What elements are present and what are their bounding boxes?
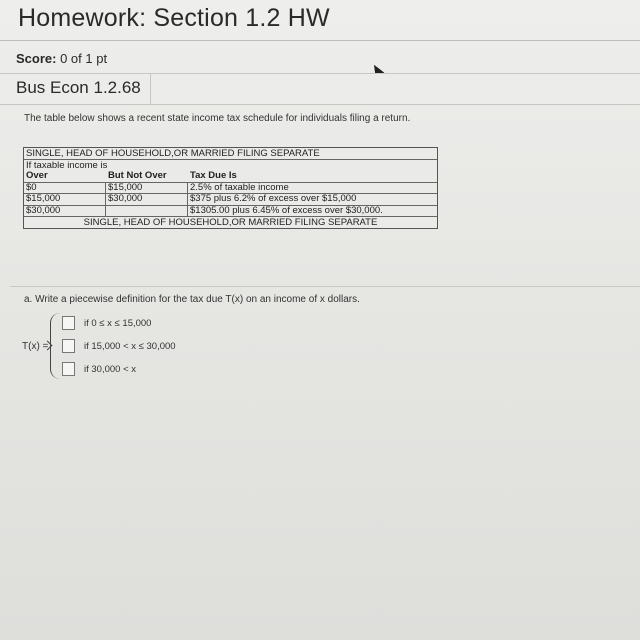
table-cell: $0	[24, 183, 106, 194]
table-bottom-footer: SINGLE, HEAD OF HOUSEHOLD,OR MARRIED FILING SEPARATE	[24, 216, 437, 228]
page-title: Homework: Section 1.2 HW	[18, 4, 330, 32]
piece-3-answer-input[interactable]	[62, 362, 75, 376]
title-divider	[0, 40, 640, 41]
column-header-over: Over	[26, 171, 48, 181]
column-header-tax-due: Tax Due Is	[190, 171, 237, 181]
table-cell: 2.5% of taxable income	[190, 182, 289, 193]
table-row	[24, 193, 437, 205]
table-cell: $15,000	[24, 194, 106, 205]
table-cell: $30,000	[106, 194, 188, 205]
piece-2-answer-input[interactable]	[62, 339, 75, 353]
table-subheader: If taxable income is	[24, 159, 437, 171]
table-top-header: SINGLE, HEAD OF HOUSEHOLD,OR MARRIED FILING SEPARATE	[26, 148, 320, 159]
table-row	[24, 182, 437, 194]
table-cell: $375 plus 6.2% of excess over $15,000	[190, 194, 357, 204]
left-brace-icon	[50, 313, 61, 379]
question-id: Bus Econ 1.2.68	[16, 78, 141, 97]
table-cell: $1305.00 plus 6.45% of excess over $30,000.	[190, 205, 383, 216]
score-label: Score:	[16, 51, 57, 66]
piece-2-condition: if 15,000 < x ≤ 30,000	[84, 340, 176, 352]
piece-3-condition: if 30,000 < x	[84, 363, 137, 375]
part-a-prompt: a. Write a piecewise definition for the tax due T(x) on an income of x dollars.	[24, 294, 360, 305]
score-value: 0 of 1 pt	[60, 51, 108, 66]
piecewise-row-3	[62, 362, 136, 376]
piece-1-condition: if 0 ≤ x ≤ 15,000	[84, 317, 152, 329]
piecewise-row-1	[62, 316, 151, 330]
piecewise-row-2	[62, 339, 176, 353]
table-cell: $30,000	[24, 206, 106, 217]
score-line	[16, 51, 107, 66]
column-header-but-not-over: But Not Over	[108, 171, 167, 181]
question-intro: The table below shows a recent state income tax schedule for individuals filing a return.	[24, 113, 411, 124]
function-label: T(x) =	[22, 341, 49, 352]
table-cell	[106, 206, 188, 217]
table-column-headers	[24, 171, 437, 182]
table-cell: $15,000	[106, 183, 188, 194]
section-divider	[10, 286, 640, 287]
table-row	[24, 205, 437, 217]
tax-schedule-table	[23, 147, 438, 229]
piece-1-answer-input[interactable]	[62, 316, 75, 330]
